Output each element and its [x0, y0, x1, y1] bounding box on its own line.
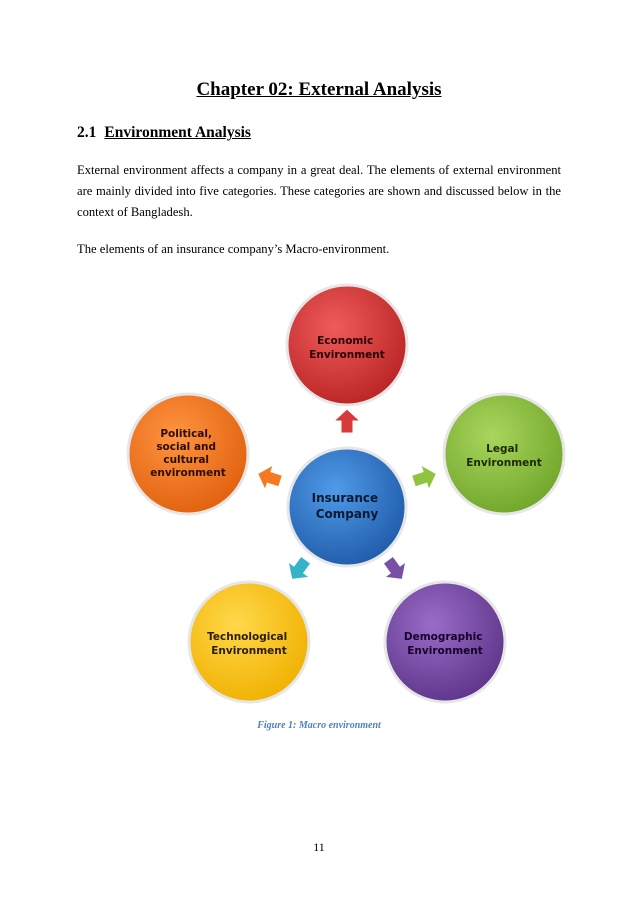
- macro-environment-diagram: [0, 270, 638, 710]
- economic-environment-node: [287, 285, 407, 405]
- technological-arrow-icon: [281, 552, 316, 587]
- section-heading: [77, 124, 251, 142]
- figure-caption: Figure 1: Macro environment: [257, 720, 381, 731]
- political-label-line-3: cultural: [163, 454, 209, 466]
- legal-label-line-2: Environment: [466, 457, 542, 469]
- demographic-label-line-1: Demographic: [403, 631, 483, 643]
- political-label-line-4: environment: [150, 467, 226, 479]
- economic-label-line-2: Environment: [309, 349, 385, 361]
- page-number: 11: [313, 840, 325, 854]
- technological-environment-node: [189, 582, 309, 702]
- technological-label-line-2: Environment: [211, 645, 287, 657]
- legal-environment-node: [444, 394, 564, 514]
- section-title: Environment Analysis: [104, 124, 251, 141]
- center-label-line-2: Company: [315, 507, 379, 521]
- political-arrow-icon: [254, 461, 285, 493]
- demographic-arrow-icon: [378, 552, 413, 587]
- intro-paragraph: External environment affects a company in a great deal. The elements of external environment are mainly divided into five categories. These categories are shown and discussed below in the context of Bangladesh.: [77, 163, 561, 219]
- economic-arrow-icon: [334, 409, 360, 433]
- diagram-intro-paragraph: The elements of an insurance company’s Macro-environment.: [77, 242, 390, 256]
- chapter-title: Chapter 02: External Analysis: [196, 79, 442, 100]
- political-label-line-2: social and: [156, 441, 217, 453]
- insurance-company-node: [288, 448, 406, 566]
- center-label-line-1: Insurance: [311, 491, 379, 505]
- technological-label-line-1: Technological: [207, 631, 288, 643]
- demographic-environment-node: [385, 582, 505, 702]
- political-environment-node: [128, 394, 248, 514]
- economic-label-line-1: Economic: [317, 335, 374, 347]
- demographic-label-line-2: Environment: [407, 645, 483, 657]
- legal-label-line-1: Legal: [486, 443, 519, 455]
- legal-arrow-icon: [409, 461, 440, 493]
- section-number: 2.1: [77, 124, 97, 141]
- political-label-line-1: Political,: [160, 428, 212, 440]
